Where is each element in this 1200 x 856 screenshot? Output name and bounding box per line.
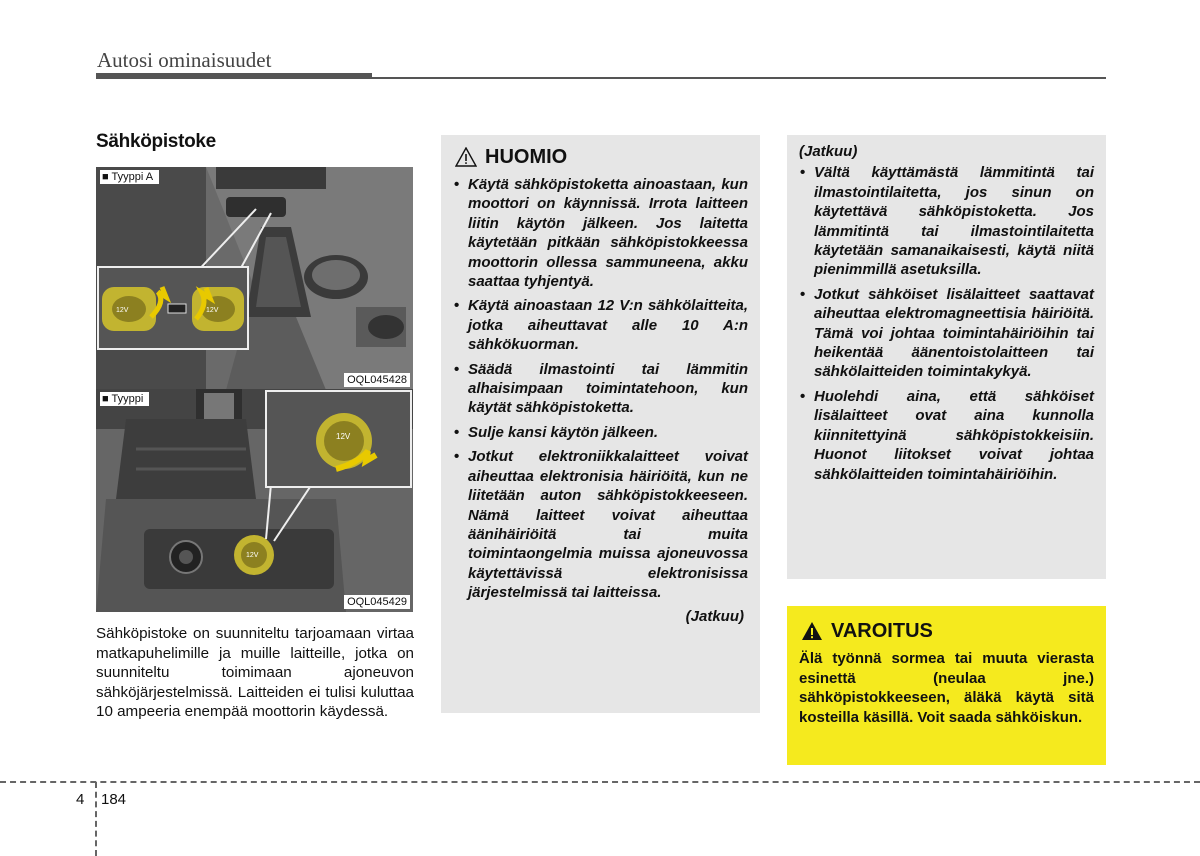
- figure-b-code: OQL045429: [344, 595, 410, 609]
- footer-vertical-divider: [95, 782, 97, 856]
- figure-a-code: OQL045428: [344, 373, 410, 387]
- socket-label-b1: 12V: [246, 552, 259, 559]
- console-socket-illustration-b: [96, 389, 413, 612]
- warning-title: VAROITUS: [831, 619, 933, 642]
- continues-label: (Jatkuu): [685, 607, 744, 625]
- warning-text: Älä työnnä sormea tai muuta vierasta esinettä (neulaa jne.) sähköpistokkeeseen, äläkä käytä sitä kosteilla käsillä. Voit saada sähköiskun.: [799, 650, 1094, 726]
- header-rule-thin: [372, 77, 1106, 79]
- socket-label-a1: 12V: [116, 307, 129, 314]
- continued-caution-box: [787, 135, 1106, 579]
- list-item: • Jotkut sähköiset lisälaitteet saattavat aiheuttaa elektromagneettisia häiriöitä. Tämä voi johtaa toimintahäiriöihin tai heikentää äänentoistolaitteen tai sähkölaitteiden toimintakykyä.: [799, 285, 1094, 382]
- list-item: • Säädä ilmastointi tai lämmitin alhaisimpaan toimintatehoon, kun käytät sähköpistoketta.: [453, 360, 748, 418]
- caution-heading: [453, 143, 748, 171]
- list-item: • Käytä sähköpistoketta ainoastaan, kun moottori on käynnissä. Irrota laitteen liitin käytön jälkeen. Jos laitetta käytetään pitkään sähköpistokkeessa moottorin ollessa sammuneena, akku saattaa tyhjentyä.: [453, 175, 748, 291]
- figure-b-label: ■ Tyyppi: [100, 392, 149, 406]
- warning-triangle-icon: [801, 621, 823, 641]
- list-item: • Jotkut elektroniikkalaitteet voivat aiheuttaa elektronisia häiriöitä, kun ne liitetään auton sähköpistokkeeseen. Nämä laitteet voivat aiheuttaa äänihäiriöitä tai muita toimintaongelmia muissa ajoneuvossa käytettävissä elektronisissa järjestelmissä tai laitteissa.: [453, 447, 748, 602]
- socket-label-a2: 12V: [206, 307, 219, 314]
- header-rule-thick: [96, 73, 372, 79]
- page-number: 184: [101, 791, 127, 808]
- list-item: • Sulje kansi käytön jälkeen.: [453, 423, 748, 442]
- caution-box: [441, 135, 760, 713]
- socket-label-b2: 12V: [336, 432, 351, 441]
- continued-list: [799, 163, 1094, 484]
- caution-triangle-icon: [455, 147, 477, 167]
- list-item: • Vältä käyttämästä lämmitintä tai ilmastointilaitetta, jos sinun on käytettävä sähköpistoketta. Jos lämmitintä tai ilmastointilaitetta käytetään samanaikaisesti, käytä niitä pienimmillä asetuksilla.: [799, 163, 1094, 279]
- figure-type-b: [96, 389, 413, 612]
- section-title: Sähköpistoke: [96, 131, 216, 152]
- figure-a-label: ■ Tyyppi A: [100, 170, 159, 184]
- caution-title: HUOMIO: [485, 145, 568, 168]
- warning-box: [787, 606, 1106, 765]
- caution-list: [453, 175, 748, 603]
- chapter-number: 4: [76, 791, 85, 808]
- list-item: • Huolehdi aina, että sähköiset lisälaitteet ovat aina kunnolla kiinnitettyinä sähköpistokkeisiin. Huonot liitokset voivat johtaa sähkölaitteiden toimintahäiriöihin.: [799, 387, 1094, 484]
- header-title: Autosi ominaisuudet: [97, 48, 272, 72]
- console-socket-illustration-a: [96, 167, 413, 390]
- list-item: • Käytä ainoastaan 12 V:n sähkölaitteita, jotka aiheuttavat alle 10 A:n sähkökuorman.: [453, 296, 748, 354]
- warning-heading: [799, 617, 1094, 645]
- continued-label: (Jatkuu): [799, 143, 858, 160]
- body-paragraph: Sähköpistoke on suunniteltu tarjoamaan virtaa matkapuhelimille ja muille laitteille, jotka on suunniteltu toimimaan ajoneuvon sähköjärjestelmissä. Laitteiden ei tulisi kuluttaa 10 ampeeria enempää moottorin käydessä.: [96, 625, 414, 720]
- footer-divider: [0, 781, 1200, 783]
- figure-type-a: [96, 167, 413, 390]
